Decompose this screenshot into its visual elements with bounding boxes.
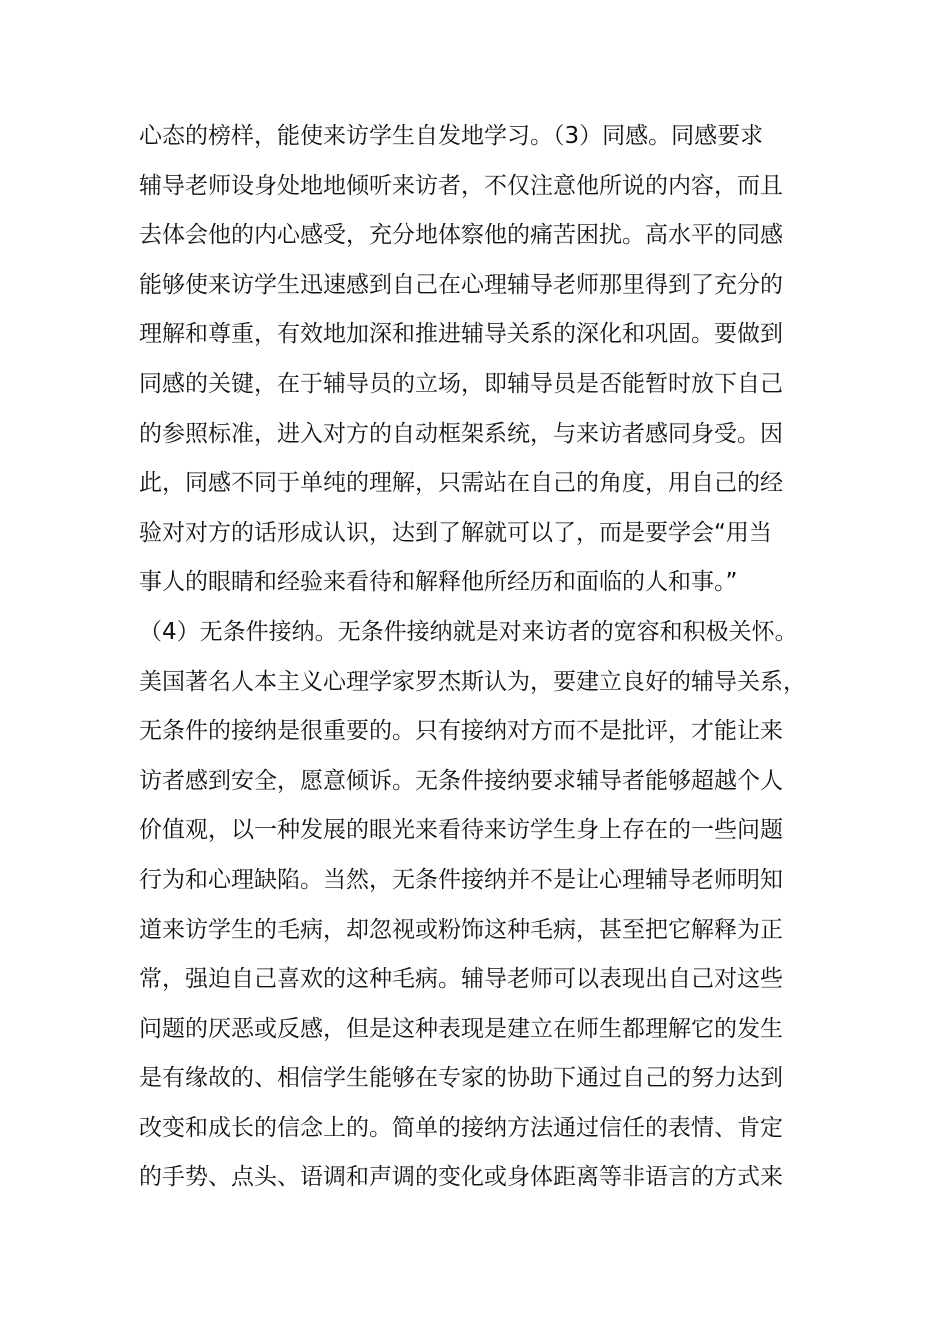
text-line: 事人的眼睛和经验来看待和解释他所经历和面临的人和事。”	[139, 569, 738, 596]
text-line: 理解和尊重，有效地加深和推进辅导关系的深化和巩固。要做到	[139, 321, 783, 348]
text-line: 的参照标准，进入对方的自动框架系统，与来访者感同身受。因	[139, 420, 783, 447]
text-line: （4）无条件接纳。无条件接纳就是对来访者的宽容和积极关怀。	[139, 618, 798, 645]
text-line: 价值观，以一种发展的眼光来看待来访学生身上存在的一些问题	[139, 817, 783, 844]
text-line: 常，强迫自己喜欢的这种毛病。辅导老师可以表现出自己对这些	[139, 966, 783, 993]
text-line: 行为和心理缺陷。当然，无条件接纳并不是让心理辅导老师明知	[139, 866, 783, 893]
text-line: 同感的关键，在于辅导员的立场，即辅导员是否能暂时放下自己	[139, 370, 783, 397]
text-line: 改变和成长的信念上的。简单的接纳方法通过信任的表情、肯定	[139, 1114, 783, 1141]
text-line: 辅导老师设身处地地倾听来访者，不仅注意他所说的内容，而且	[139, 172, 783, 199]
body-text	[139, 112, 819, 1203]
text-line: 是有缘故的、相信学生能够在专家的协助下通过自己的努力达到	[139, 1065, 783, 1092]
text-line: 心态的榜样，能使来访学生自发地学习。（3）同感。同感要求	[139, 123, 764, 149]
text-line: 验对对方的话形成认识，达到了解就可以了，而是要学会“用当	[139, 519, 772, 546]
text-line: 此，同感不同于单纯的理解，只需站在自己的角度，用自己的经	[139, 470, 783, 497]
text-line: 问题的厌恶或反感，但是这种表现是建立在师生都理解它的发生	[139, 1015, 783, 1042]
text-line: 道来访学生的毛病，却忽视或粉饰这种毛病，甚至把它解释为正	[139, 916, 783, 943]
text-line: 无条件的接纳是很重要的。只有接纳对方而不是批评，才能让来	[139, 718, 783, 745]
text-line: 访者感到安全，愿意倾诉。无条件接纳要求辅导者能够超越个人	[139, 767, 783, 794]
text-line: 美国著名人本主义心理学家罗杰斯认为，要建立良好的辅导关系，	[139, 668, 806, 695]
text-line: 的手势、点头、语调和声调的变化或身体距离等非语言的方式来	[139, 1164, 783, 1191]
text-line: 去体会他的内心感受，充分地体察他的痛苦困扰。高水平的同感	[139, 222, 783, 249]
text-line: 能够使来访学生迅速感到自己在心理辅导老师那里得到了充分的	[139, 271, 783, 298]
